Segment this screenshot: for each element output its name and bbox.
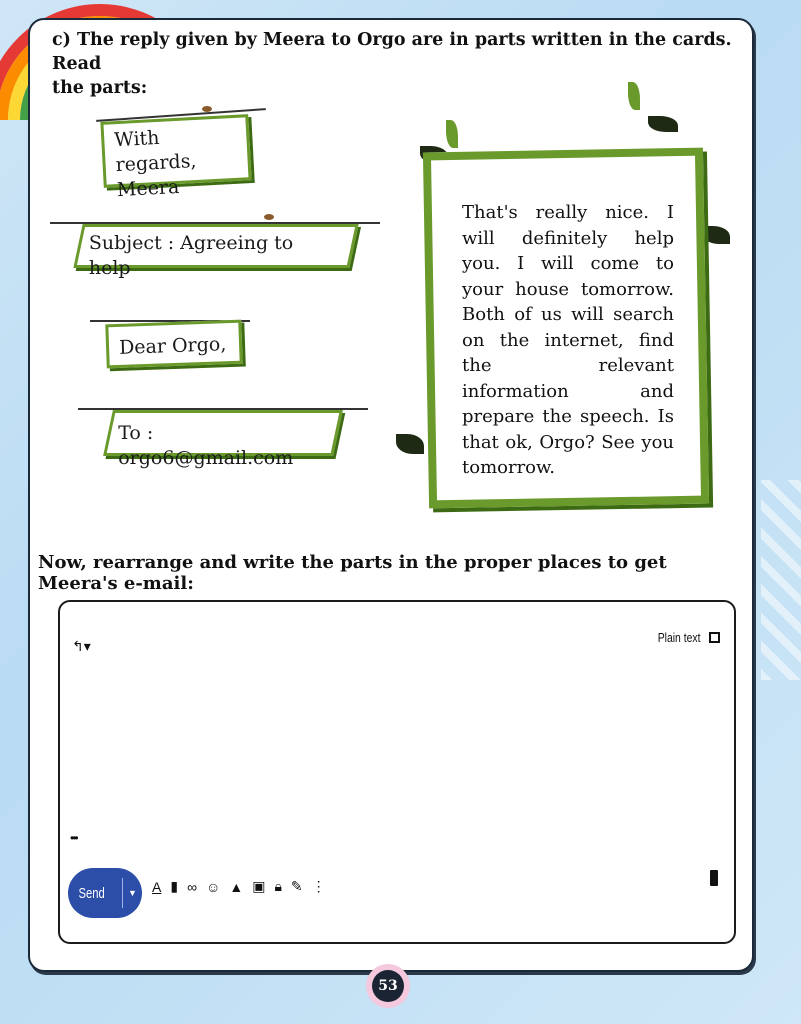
email-composer bbox=[58, 600, 736, 944]
background-stripes bbox=[761, 480, 801, 680]
more-options-icon[interactable]: ••• bbox=[70, 831, 77, 845]
trash-icon[interactable] bbox=[710, 870, 718, 886]
lock-icon[interactable]: 🔒︎ bbox=[274, 878, 282, 894]
leaf-decoration bbox=[396, 434, 424, 454]
card-greeting: Dear Orgo, bbox=[105, 320, 242, 369]
format-text-icon[interactable]: A bbox=[152, 878, 162, 895]
card-message-body: That's really nice. I will definitely help you. I will come to your house tomorrow. Both of us will search on the internet, find the relevant information and prepare the speech. Is that ok, Orgo? See you tomorrow. bbox=[462, 202, 674, 478]
leaf-decoration bbox=[202, 106, 212, 112]
more-vert-icon[interactable]: ⋮ bbox=[311, 878, 326, 894]
emoji-icon[interactable]: ☺ bbox=[206, 878, 221, 895]
attach-icon[interactable]: ▮ bbox=[170, 878, 179, 894]
card-recipient: To : orgo6@gmail.com bbox=[103, 410, 343, 456]
signature-icon[interactable]: ✎ bbox=[290, 878, 303, 894]
card-closing: With regards, Meera bbox=[100, 114, 251, 188]
send-button[interactable] bbox=[68, 868, 142, 918]
page-number: 53 bbox=[372, 970, 404, 1002]
reply-icon[interactable]: ↰▾ bbox=[72, 638, 91, 654]
schedule-send-icon[interactable]: ▼ bbox=[128, 888, 137, 898]
leaf-decoration bbox=[446, 120, 458, 148]
leaf-decoration bbox=[264, 214, 274, 220]
photo-icon[interactable]: ▣ bbox=[252, 878, 266, 894]
rearrange-instruction: Now, rearrange and write the parts in the proper places to get Meera's e-mail: bbox=[38, 552, 667, 594]
card-subject: Subject : Agreeing to help bbox=[73, 224, 358, 268]
popout-icon[interactable] bbox=[709, 632, 720, 643]
drive-icon[interactable]: ▲ bbox=[229, 878, 244, 895]
composer-toolbar bbox=[152, 878, 326, 895]
leaf-decoration bbox=[702, 226, 730, 244]
leaf-decoration bbox=[648, 116, 678, 132]
plain-text-label[interactable]: Plain text bbox=[657, 630, 700, 645]
send-button-label: Send bbox=[78, 884, 105, 902]
question-heading: c) The reply given by Meera to Orgo are in parts written in the cards. Read the parts: bbox=[52, 30, 732, 98]
link-icon[interactable]: ∞ bbox=[187, 878, 198, 895]
worksheet-page bbox=[28, 18, 754, 972]
